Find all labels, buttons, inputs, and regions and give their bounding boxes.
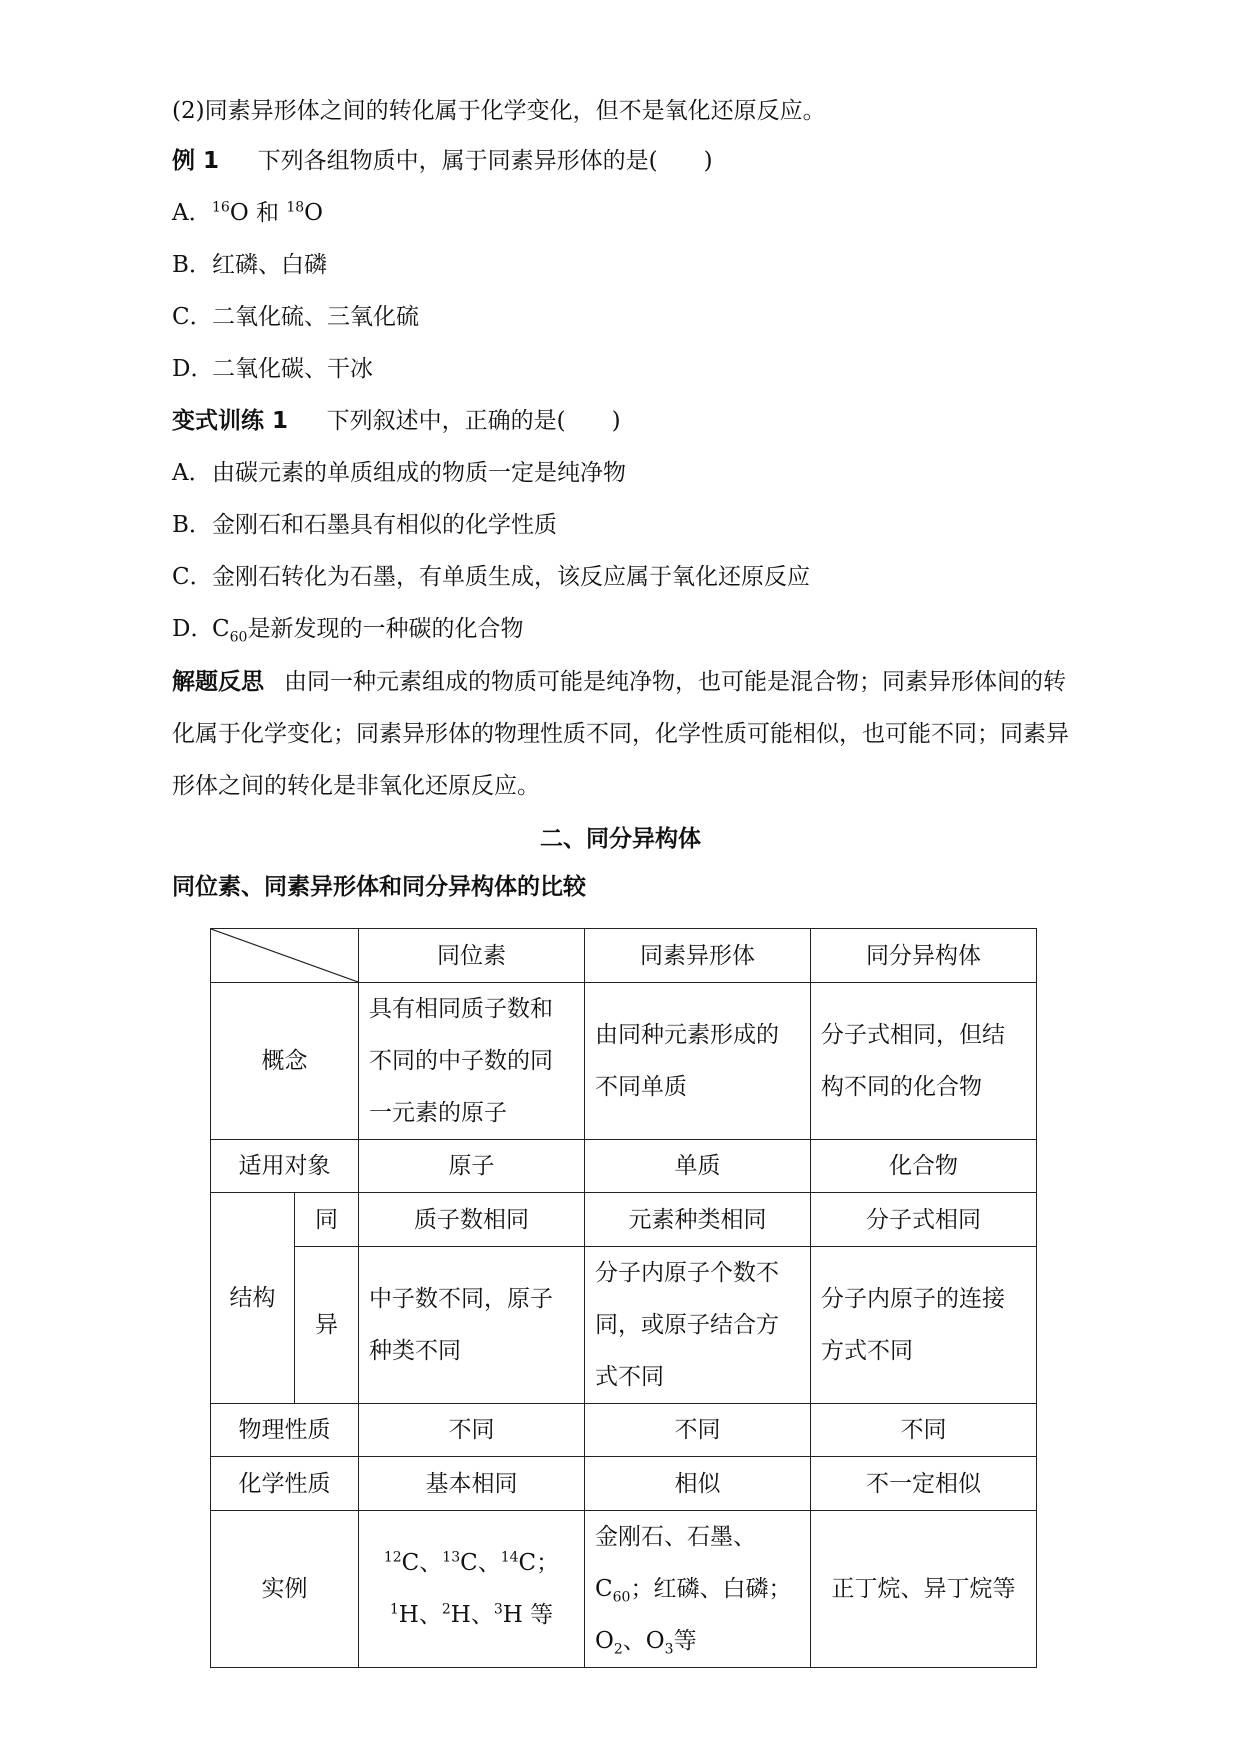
example-1-label: 例 1 — [172, 148, 220, 174]
row-label-diff: 异 — [295, 1247, 359, 1404]
row-label-concept: 概念 — [211, 983, 359, 1140]
table-row-chemical — [211, 1457, 1037, 1511]
diff-isotopes: 中子数不同，原子种类不同 — [359, 1247, 585, 1404]
variant-1-question — [172, 406, 621, 436]
table-row-concept — [211, 983, 1037, 1140]
table-header-row — [211, 929, 1037, 983]
allotropes-line-3: $O_2$、$O_3$等 — [595, 1628, 697, 1658]
reflection-paragraph — [172, 656, 1072, 812]
table-title: 同位素、同素异形体和同分异构体的比较 — [172, 874, 586, 900]
variant-1-option-c: C．金刚石转化为石墨，有单质生成，该反应属于氧化还原反应 — [172, 564, 810, 590]
same-isomers: 分子式相同 — [811, 1193, 1037, 1247]
row-label-examples: 实例 — [211, 1511, 359, 1668]
reflection-label: 解题反思 — [172, 669, 264, 695]
same-isotopes: 质子数相同 — [359, 1193, 585, 1247]
applies-allotropes: 单质 — [585, 1140, 811, 1193]
example-1-option-c: C．二氧化硫、三氧化硫 — [172, 304, 419, 330]
variant-1-option-d: D．$C_{60}$是新发现的一种碳的化合物 — [172, 616, 524, 646]
table-row-physical — [211, 1404, 1037, 1457]
concept-isomers: 分子式相同，但结构不同的化合物 — [811, 983, 1037, 1140]
row-label-applies: 适用对象 — [211, 1140, 359, 1193]
reflection-text: 由同一种元素组成的物质可能是纯净物，也可能是混合物；同素异形体间的转化属于化学变化；同素异形体的物理性质不同，化学性质可能相似，也可能不同；同素异形体之间的转化是非氧化还原反应。 — [172, 669, 1069, 799]
diff-allotropes: 分子内原子个数不同，或原子结合方式不同 — [585, 1247, 811, 1404]
physical-isomers: 不同 — [811, 1404, 1037, 1457]
allotropes-line-2: $C_{60}$；红磷、白磷； — [595, 1576, 792, 1606]
allotropes-line-1: 金刚石、石墨、 — [595, 1524, 756, 1550]
example-1-text: 下列各组物质中，属于同素异形体的是( ) — [257, 148, 713, 174]
examples-isomers: 正丁烷、异丁烷等 — [811, 1511, 1037, 1668]
variant-1-option-b: B．金刚石和石墨具有相似的化学性质 — [172, 512, 557, 538]
table-row-applies — [211, 1140, 1037, 1193]
paragraph-2: (2)同素异形体之间的转化属于化学变化，但不是氧化还原反应。 — [172, 98, 826, 124]
comparison-table — [210, 928, 1037, 1668]
row-label-chemical: 化学性质 — [211, 1457, 359, 1511]
row-label-structure: 结构 — [211, 1193, 295, 1404]
section-title: 二、同分异构体 — [540, 826, 701, 852]
diagonal-line — [211, 929, 358, 982]
isotopes-hydrogen-line: $^1$H、$^2$H、$^3$H 等 — [389, 1601, 554, 1628]
header-isotopes: 同位素 — [359, 929, 585, 983]
physical-allotropes: 不同 — [585, 1404, 811, 1457]
physical-isotopes: 不同 — [359, 1404, 585, 1457]
variant-1-text: 下列叙述中，正确的是( ) — [326, 408, 621, 434]
table-row-examples — [211, 1511, 1037, 1668]
table-row-structure-same — [211, 1193, 1037, 1247]
concept-isotopes: 具有相同质子数和不同的中子数的同一元素的原子 — [359, 983, 585, 1140]
row-label-physical: 物理性质 — [211, 1404, 359, 1457]
variant-1-option-a: A．由碳元素的单质组成的物质一定是纯净物 — [172, 460, 626, 486]
header-isomers: 同分异构体 — [811, 929, 1037, 983]
chemical-allotropes: 相似 — [585, 1457, 811, 1511]
examples-allotropes — [585, 1511, 811, 1668]
example-1-option-d: D．二氧化碳、干冰 — [172, 356, 373, 382]
concept-allotropes: 由同种元素形成的不同单质 — [585, 983, 811, 1140]
diagonal-header-cell — [211, 929, 359, 983]
row-label-same: 同 — [295, 1193, 359, 1247]
chemical-isomers: 不一定相似 — [811, 1457, 1037, 1511]
table-row-structure-diff — [211, 1247, 1037, 1404]
applies-isomers: 化合物 — [811, 1140, 1037, 1193]
example-1-option-b: B．红磷、白磷 — [172, 252, 327, 278]
header-allotropes: 同素异形体 — [585, 929, 811, 983]
example-1-option-a: A．$^{16}$O 和 $^{18}$O — [172, 199, 323, 226]
same-allotropes: 元素种类相同 — [585, 1193, 811, 1247]
isotopes-carbon-line: $^{12}$C、$^{13}$C、$^{14}$C； — [383, 1549, 560, 1576]
example-1-question — [172, 146, 713, 176]
applies-isotopes: 原子 — [359, 1140, 585, 1193]
variant-1-label: 变式训练 1 — [172, 408, 289, 434]
examples-isotopes — [359, 1511, 585, 1668]
diff-isomers: 分子内原子的连接方式不同 — [811, 1247, 1037, 1404]
chemical-isotopes: 基本相同 — [359, 1457, 585, 1511]
